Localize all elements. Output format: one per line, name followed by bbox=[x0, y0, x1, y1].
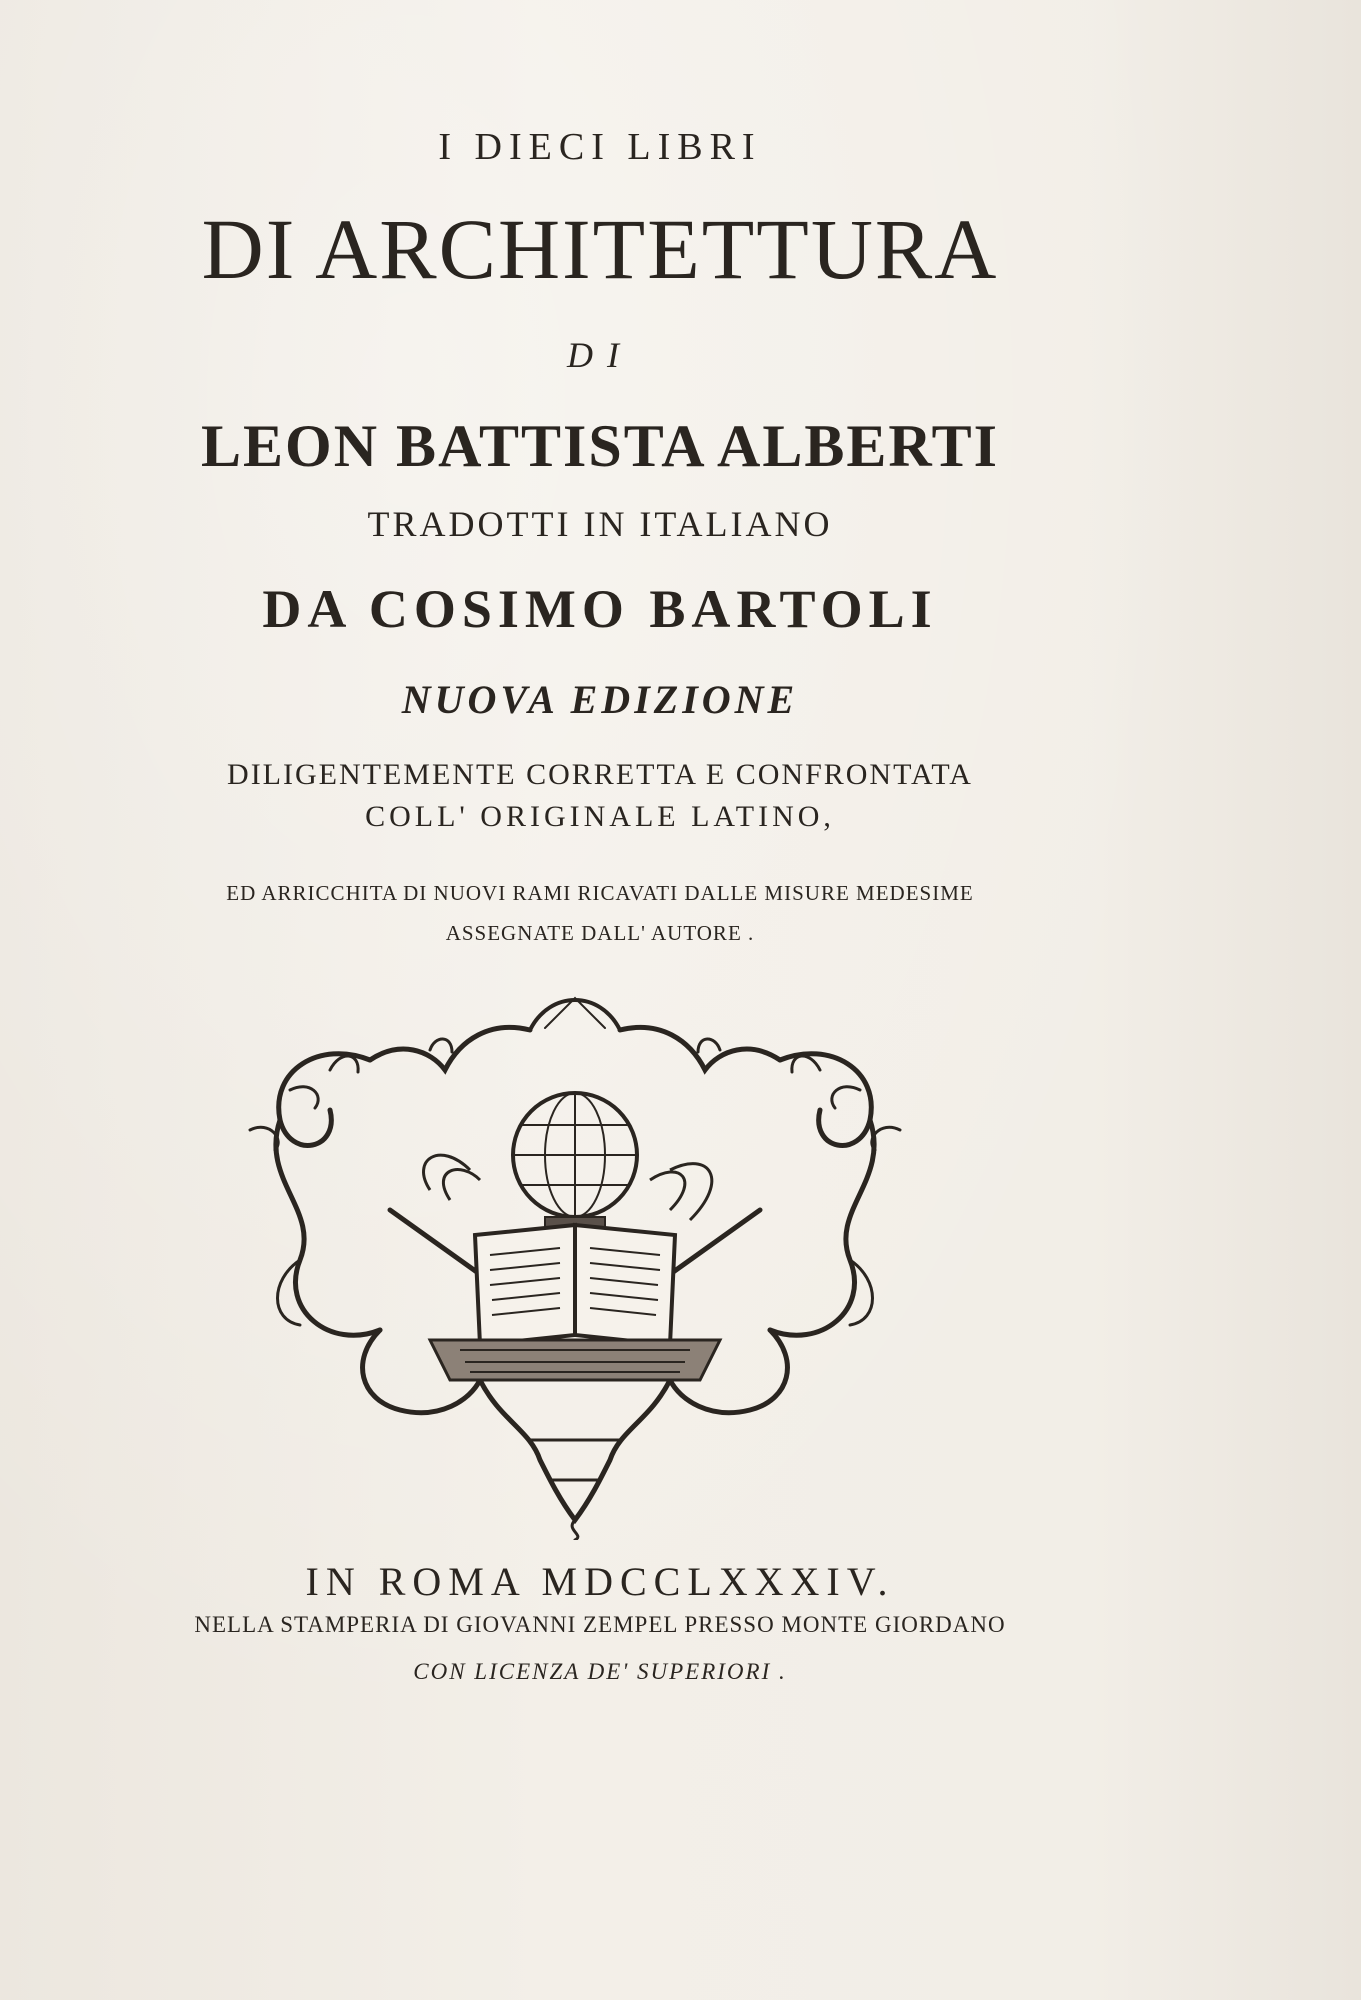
edition-note-3: ED ARRICCHITA DI NUOVI RAMI RICAVATI DALLE MISURE MEDESIME bbox=[226, 881, 974, 905]
imprint-printer: NELLA STAMPERIA DI GIOVANNI ZEMPEL PRESSO MONTE GIORDANO bbox=[194, 1612, 1006, 1637]
title-line-di: DI bbox=[567, 335, 633, 375]
title-line-1: I DIECI LIBRI bbox=[438, 126, 762, 168]
main-title: DI ARCHITETTURA bbox=[201, 201, 999, 297]
imprint-license: CON LICENZA DE' SUPERIORI . bbox=[413, 1659, 787, 1684]
translator-name: DA COSIMO BARTOLI bbox=[262, 579, 938, 639]
author-name: LEON BATTISTA ALBERTI bbox=[201, 413, 999, 479]
edition-note-2: COLL' ORIGINALE LATINO, bbox=[365, 800, 835, 833]
imprint-place-date: IN ROMA MDCCLXXXIV. bbox=[305, 1559, 895, 1604]
edition-note-4: ASSEGNATE DALL' AUTORE . bbox=[445, 921, 755, 945]
edition-label: NUOVA EDIZIONE bbox=[401, 677, 799, 722]
ornamental-vignette-icon bbox=[230, 980, 920, 1540]
edition-note-1: DILIGENTEMENTE CORRETTA E CONFRONTATA bbox=[227, 758, 973, 791]
translation-note: TRADOTTI IN ITALIANO bbox=[367, 504, 833, 544]
